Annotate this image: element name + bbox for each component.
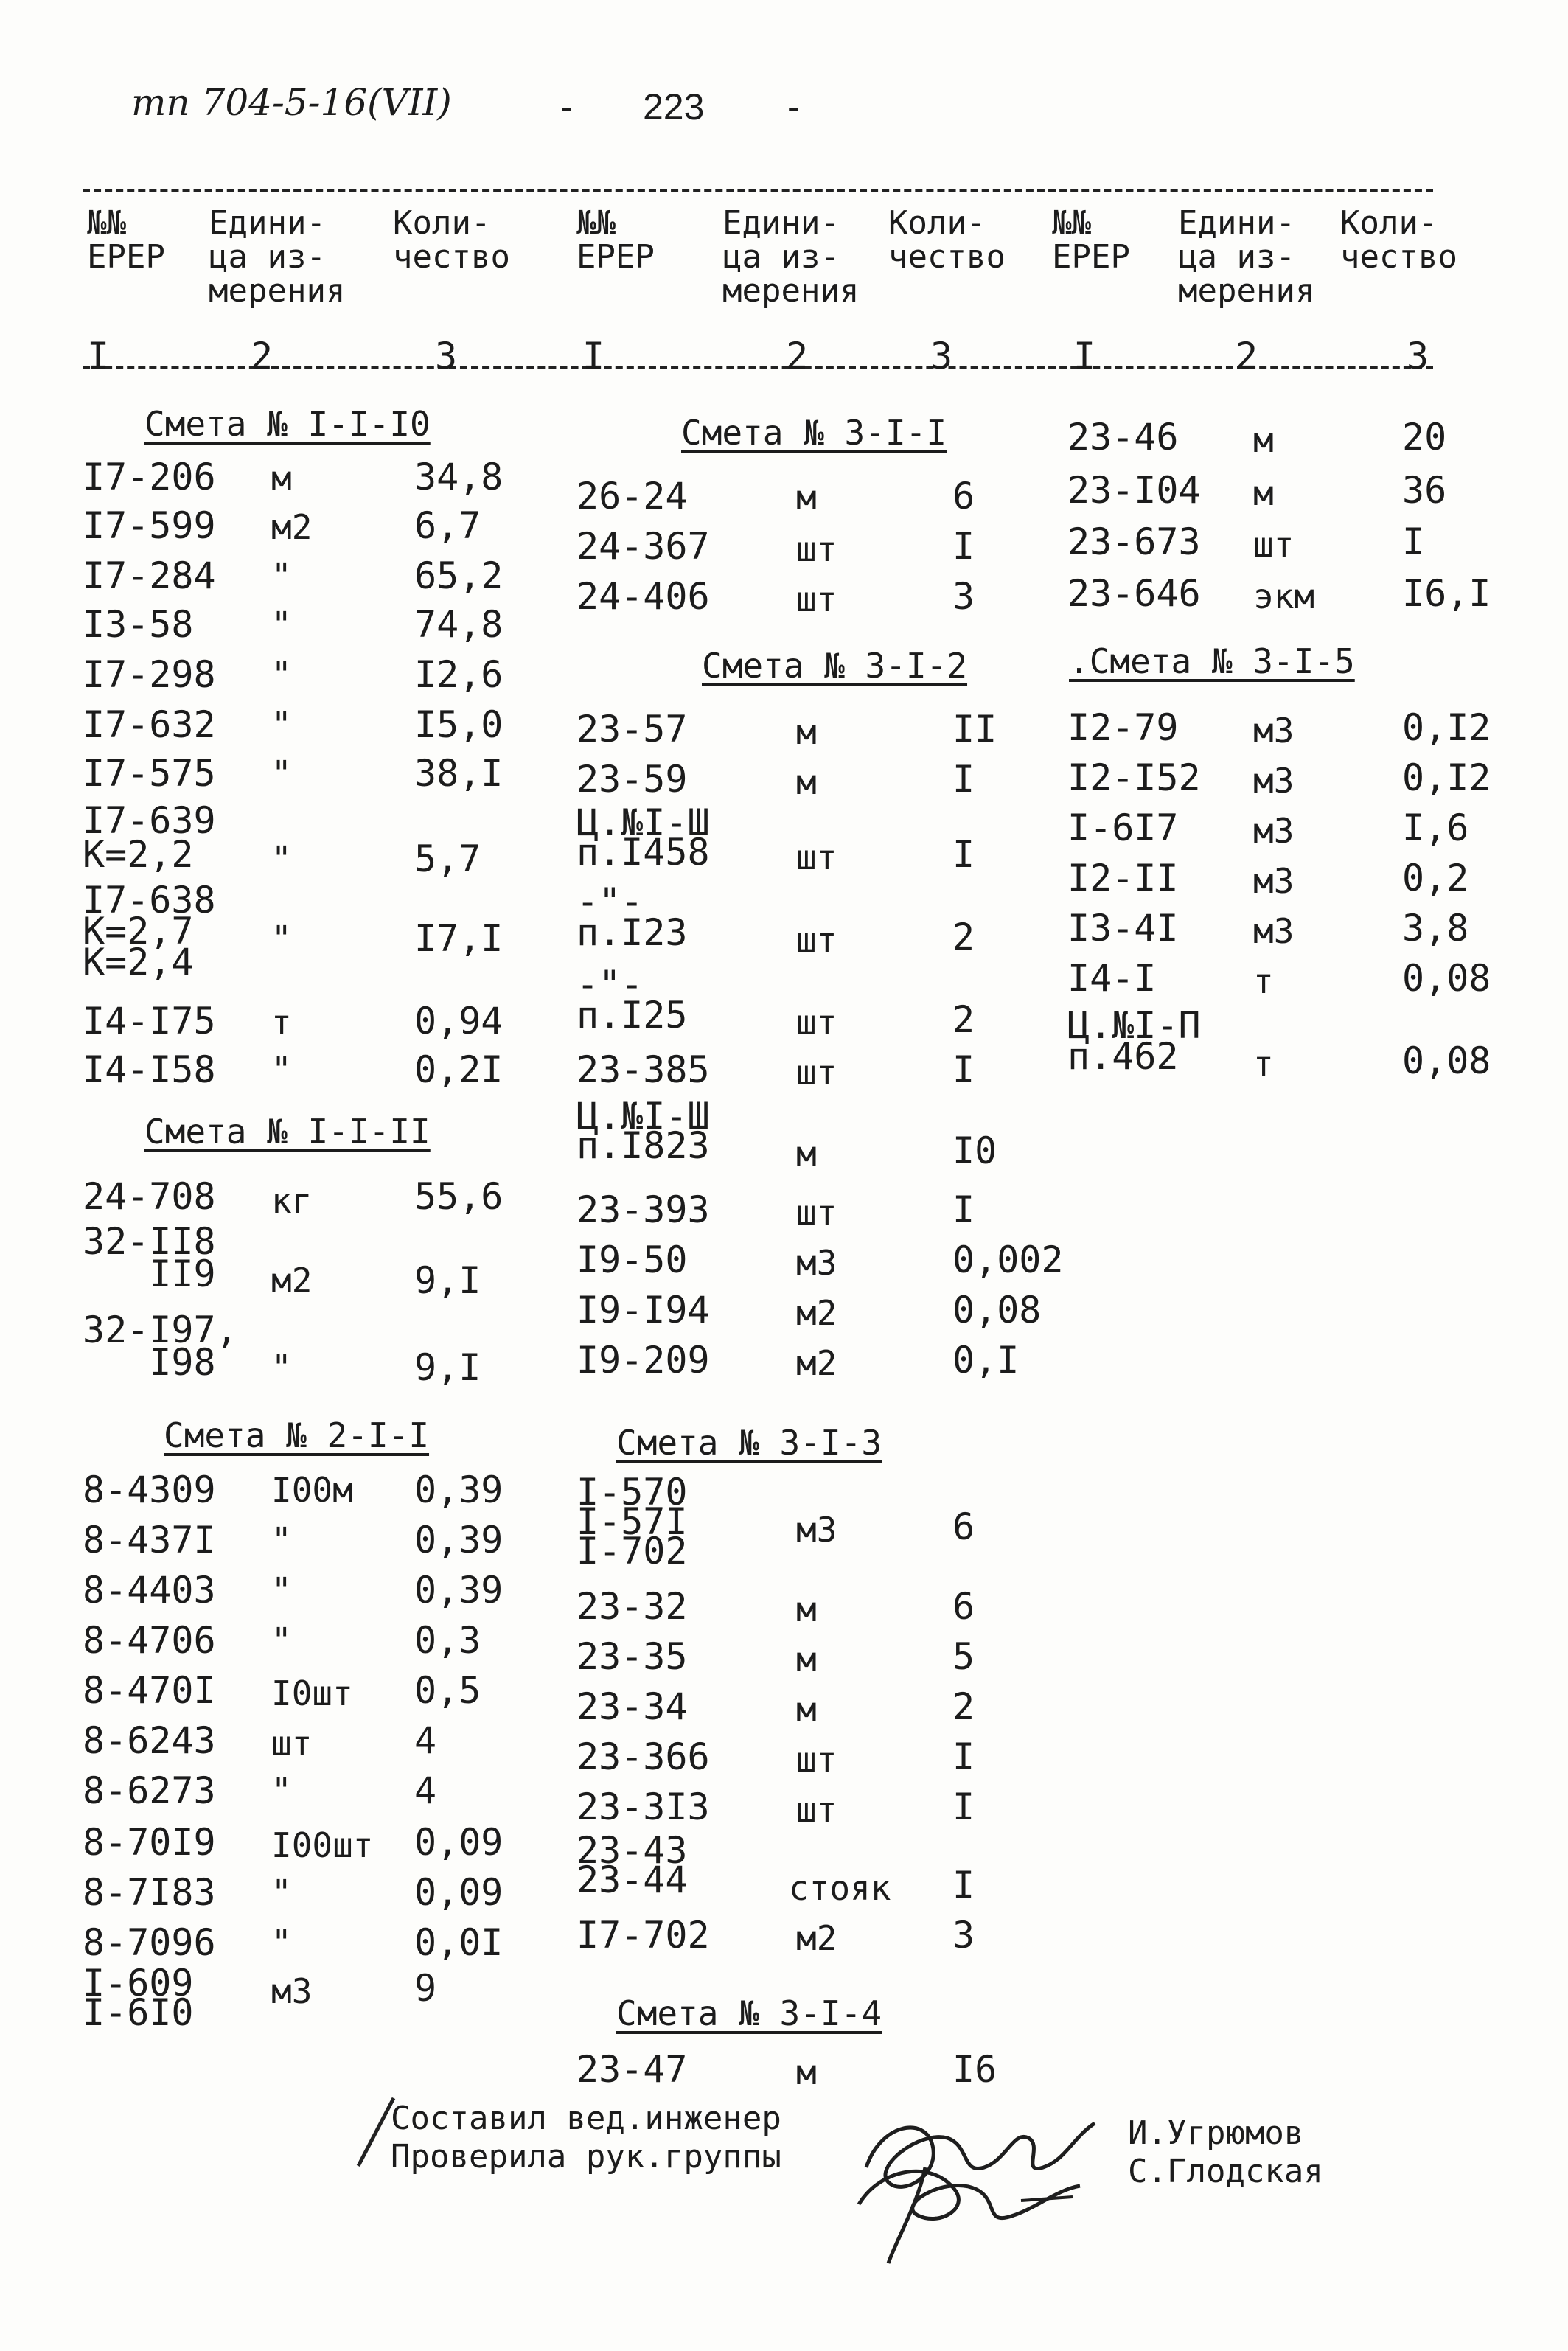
- row-qty: 3: [952, 1914, 975, 1957]
- row-code: -"- п.I25: [576, 963, 688, 1037]
- row-unit: ": [271, 605, 292, 644]
- row-qty: 0,2I: [414, 1048, 503, 1091]
- colnum-3b: 3: [930, 335, 953, 377]
- row-code: Ц.№I-Ш п.I823: [576, 1095, 710, 1167]
- row-qty: 2: [952, 998, 975, 1041]
- row-qty: 65,2: [414, 554, 503, 597]
- section-title: .Смета № 3-I-5: [1069, 641, 1355, 681]
- section-title: Смета № 3-I-2: [702, 646, 968, 686]
- row-unit: м: [796, 762, 817, 802]
- row-unit: шт: [1253, 525, 1295, 565]
- footer-names: И.Угрюмов С.Глодская: [1128, 2114, 1323, 2190]
- row-code: I9-50: [576, 1239, 688, 1281]
- row-qty: 6: [952, 1585, 975, 1628]
- row-unit: м: [1253, 473, 1274, 513]
- row-qty: 0,08: [1402, 1039, 1491, 1082]
- row-qty: I: [952, 1786, 975, 1828]
- row-code: 32-II8 II9: [83, 1220, 216, 1295]
- row-code: 23-673: [1067, 520, 1201, 563]
- row-unit: м: [796, 1134, 817, 1174]
- row-unit: т: [1253, 961, 1274, 1001]
- row-qty: 9,I: [414, 1259, 481, 1302]
- colnum-2c: 2: [1236, 335, 1258, 377]
- row-unit: м: [796, 2052, 817, 2092]
- row-code: I-6I7: [1067, 807, 1179, 849]
- row-code: I4-I: [1067, 957, 1157, 1000]
- document-code: тп 704-5-16(VII): [131, 81, 452, 124]
- row-unit: ": [271, 1873, 292, 1912]
- row-qty: 0,5: [414, 1669, 481, 1712]
- row-code: I9-I94: [576, 1289, 710, 1331]
- row-code: 24-406: [576, 575, 710, 618]
- row-qty: 2: [952, 916, 975, 958]
- row-unit: стояк: [789, 1868, 891, 1908]
- row-qty: 0,002: [952, 1239, 1064, 1281]
- row-code: 8-470I: [83, 1669, 216, 1712]
- header-unit-2: Едини- ца из- мерения: [722, 204, 860, 310]
- row-code: I7-298: [83, 653, 216, 696]
- row-code: I9-209: [576, 1339, 710, 1382]
- row-unit: ": [271, 1050, 292, 1090]
- row-qty: I7,I: [414, 917, 503, 960]
- footer-roles: Составил вед.инженер Проверила рук.группы: [391, 2100, 781, 2176]
- row-qty: 0,3: [414, 1619, 481, 1662]
- row-qty: 0,I2: [1402, 706, 1491, 749]
- row-qty: 4: [414, 1769, 437, 1812]
- row-code: Ц.№I-Ш п.I458: [576, 801, 710, 874]
- row-qty: 5,7: [414, 837, 481, 880]
- row-code: 8-4403: [83, 1569, 216, 1612]
- row-unit: шт: [796, 529, 837, 569]
- row-unit: ": [271, 1570, 292, 1610]
- row-qty: I: [952, 525, 975, 568]
- header-unit-1: Едини- ца из- мерения: [209, 204, 346, 310]
- row-code: 8-4309: [83, 1469, 216, 1511]
- row-unit: м3: [796, 1510, 837, 1550]
- row-qty: 6: [952, 1505, 975, 1548]
- colnum-2: 2: [251, 335, 273, 377]
- row-qty: 0,94: [414, 1000, 503, 1042]
- row-code: I7-206: [83, 456, 216, 498]
- row-qty: 0,39: [414, 1469, 503, 1511]
- row-qty: 0,08: [952, 1289, 1042, 1331]
- row-code: 23-43 23-44: [576, 1829, 688, 1901]
- colnum-3: 3: [435, 335, 458, 377]
- row-qty: 4: [414, 1719, 437, 1762]
- row-qty: 0,2: [1402, 857, 1469, 899]
- row-qty: 3,8: [1402, 907, 1469, 950]
- row-unit: м2: [796, 1918, 837, 1958]
- row-unit: м3: [1253, 911, 1295, 951]
- row-code: 23-366: [576, 1735, 710, 1778]
- row-qty: 38,I: [414, 752, 503, 795]
- row-qty: 0,0I: [414, 1921, 503, 1964]
- row-code: I3-4I: [1067, 907, 1179, 950]
- row-unit: м3: [1253, 711, 1295, 750]
- row-unit: ": [271, 1771, 292, 1811]
- row-unit: м3: [271, 1971, 313, 2011]
- row-qty: I2,6: [414, 653, 503, 696]
- header-code-2: №№ ЕРЕР: [576, 204, 655, 276]
- row-unit: ": [271, 705, 292, 745]
- row-unit: м: [796, 1690, 817, 1730]
- row-unit: I00шт: [271, 1825, 374, 1865]
- row-unit: ": [271, 1520, 292, 1560]
- page-number-prefix: -: [560, 86, 573, 128]
- row-unit: м3: [1253, 761, 1295, 801]
- row-qty: I: [952, 1188, 975, 1231]
- row-code: 23-35: [576, 1635, 688, 1678]
- section-title: Смета № I-I-I0: [144, 404, 431, 444]
- row-qty: 9,I: [414, 1346, 481, 1389]
- row-qty: II: [952, 708, 997, 750]
- section-title: Смета № 3-I-3: [616, 1423, 882, 1463]
- row-unit: т: [1253, 1044, 1274, 1084]
- row-unit: м2: [796, 1343, 837, 1383]
- row-code: 23-47: [576, 2048, 688, 2091]
- row-unit: м2: [796, 1293, 837, 1333]
- row-qty: 0,39: [414, 1569, 503, 1612]
- row-code: -"- п.I23: [576, 880, 688, 954]
- header-bottom-rule: [83, 366, 1433, 369]
- row-unit: шт: [796, 920, 837, 960]
- row-unit: м2: [271, 1261, 313, 1300]
- row-qty: 34,8: [414, 456, 503, 498]
- row-code: 23-59: [576, 758, 688, 801]
- row-code: 24-708: [83, 1175, 216, 1218]
- row-unit: ": [271, 919, 292, 958]
- row-code: I3-58: [83, 603, 194, 646]
- row-unit: шт: [796, 579, 837, 619]
- row-qty: 6,7: [414, 504, 481, 547]
- page-number: 223: [643, 86, 705, 128]
- row-code: 23-3I3: [576, 1786, 710, 1828]
- row-code: 8-4706: [83, 1619, 216, 1662]
- section-title: Смета № 3-I-I: [681, 413, 947, 453]
- row-code: I7-632: [83, 703, 216, 746]
- row-unit: кг: [271, 1181, 313, 1221]
- row-qty: 0,09: [414, 1871, 503, 1914]
- row-code: I7-284: [83, 554, 216, 597]
- colnum-1c: I: [1073, 335, 1096, 377]
- colnum-1b: I: [582, 335, 605, 377]
- row-qty: 0,I2: [1402, 756, 1491, 799]
- row-code: I2-II: [1067, 857, 1179, 899]
- row-code: Ц.№I-П п.462: [1067, 1004, 1201, 1078]
- row-qty: 2: [952, 1685, 975, 1728]
- row-unit: шт: [796, 1740, 837, 1780]
- row-code: 26-24: [576, 475, 688, 518]
- row-unit: м2: [271, 507, 313, 547]
- header-top-rule: [83, 189, 1433, 192]
- row-unit: м: [796, 1589, 817, 1629]
- header-qty-1: Коли- чество: [393, 204, 510, 276]
- row-qty: I: [952, 1048, 975, 1091]
- row-unit: шт: [796, 1193, 837, 1233]
- row-qty: I5,0: [414, 703, 503, 746]
- handwritten-signature: [837, 2079, 1117, 2271]
- row-qty: 55,6: [414, 1175, 503, 1218]
- row-unit: м3: [796, 1243, 837, 1283]
- row-code: I4-I58: [83, 1048, 216, 1091]
- row-code: I-570 I-57I I-702: [576, 1471, 688, 1572]
- row-code: I2-I52: [1067, 756, 1201, 799]
- footer-bracket-mark: [351, 2092, 403, 2173]
- row-qty: 0,09: [414, 1821, 503, 1864]
- row-qty: 0,08: [1402, 957, 1491, 1000]
- row-qty: I: [952, 1735, 975, 1778]
- row-code: 8-7I83: [83, 1871, 216, 1914]
- row-code: I7-702: [576, 1914, 710, 1957]
- row-unit: I0шт: [271, 1673, 353, 1713]
- row-unit: ": [271, 1923, 292, 1962]
- header-qty-3: Коли- чество: [1340, 204, 1457, 276]
- row-unit: м: [796, 1640, 817, 1679]
- row-unit: ": [271, 1620, 292, 1660]
- row-code: I-609 I-6I0: [83, 1962, 194, 2034]
- row-code: 32-I97, I98: [83, 1309, 238, 1384]
- page-number-suffix: -: [787, 86, 800, 128]
- row-unit: экм: [1253, 577, 1315, 616]
- row-unit: м: [796, 712, 817, 752]
- colnum-2b: 2: [786, 335, 809, 377]
- row-unit: шт: [796, 837, 837, 877]
- row-unit: м: [796, 478, 817, 518]
- row-qty: I: [952, 1864, 975, 1906]
- row-qty: 0,39: [414, 1519, 503, 1561]
- row-code: 23-46: [1067, 416, 1179, 459]
- row-qty: 20: [1402, 416, 1447, 459]
- row-code: I2-79: [1067, 706, 1179, 749]
- row-qty: 9: [414, 1967, 437, 2010]
- header-qty-2: Коли- чество: [888, 204, 1006, 276]
- row-unit: шт: [796, 1003, 837, 1042]
- row-code: 23-34: [576, 1685, 688, 1728]
- row-code: 23-32: [576, 1585, 688, 1628]
- row-qty: I: [952, 758, 975, 801]
- section-title: Смета № 3-I-4: [616, 1993, 882, 2033]
- header-unit-3: Едини- ца из- мерения: [1178, 204, 1315, 310]
- row-code: 8-7096: [83, 1921, 216, 1964]
- row-qty: 0,I: [952, 1339, 1020, 1382]
- row-unit: ": [271, 753, 292, 793]
- row-unit: ": [271, 556, 292, 596]
- row-unit: шт: [271, 1724, 313, 1763]
- header-code-1: №№ ЕРЕР: [87, 204, 165, 276]
- row-code: 8-70I9: [83, 1821, 216, 1864]
- row-qty: I6: [952, 2048, 997, 2091]
- row-code: I7-575: [83, 752, 216, 795]
- row-unit: м3: [1253, 861, 1295, 901]
- row-qty: 6: [952, 475, 975, 518]
- row-qty: I: [1402, 520, 1425, 563]
- row-code: I7-638 K=2,7 K=2,4: [83, 879, 216, 983]
- row-code: 8-6273: [83, 1769, 216, 1812]
- section-title: Смета № 2-I-I: [164, 1415, 430, 1455]
- row-code: I7-639 K=2,2: [83, 799, 216, 876]
- row-unit: м: [271, 459, 292, 498]
- row-code: I7-599: [83, 504, 216, 547]
- row-code: I4-I75: [83, 1000, 216, 1042]
- row-unit: м3: [1253, 811, 1295, 851]
- colnum-1: I: [87, 335, 110, 377]
- header-code-3: №№ ЕРЕР: [1052, 204, 1130, 276]
- row-qty: I: [952, 833, 975, 876]
- row-qty: 3: [952, 575, 975, 618]
- row-code: 8-437I: [83, 1519, 216, 1561]
- row-qty: 5: [952, 1635, 975, 1678]
- colnum-3c: 3: [1407, 335, 1429, 377]
- row-unit: шт: [796, 1053, 837, 1093]
- row-code: 23-I04: [1067, 469, 1201, 512]
- row-unit: ": [271, 655, 292, 694]
- row-unit: м: [1253, 420, 1274, 460]
- row-code: 8-6243: [83, 1719, 216, 1762]
- row-code: 23-385: [576, 1048, 710, 1091]
- row-qty: I,6: [1402, 807, 1469, 849]
- row-unit: ": [271, 1348, 292, 1387]
- section-title: Смета № I-I-II: [144, 1112, 431, 1152]
- row-code: 24-367: [576, 525, 710, 568]
- row-qty: I6,I: [1402, 572, 1491, 615]
- row-qty: 74,8: [414, 603, 503, 646]
- row-code: 23-646: [1067, 572, 1201, 615]
- row-unit: I00м: [271, 1470, 353, 1510]
- row-code: 23-393: [576, 1188, 710, 1231]
- row-qty: 36: [1402, 469, 1447, 512]
- row-unit: т: [271, 1003, 292, 1042]
- row-code: 23-57: [576, 708, 688, 750]
- row-unit: ": [271, 839, 292, 879]
- row-unit: шт: [796, 1790, 837, 1830]
- row-qty: I0: [952, 1129, 997, 1172]
